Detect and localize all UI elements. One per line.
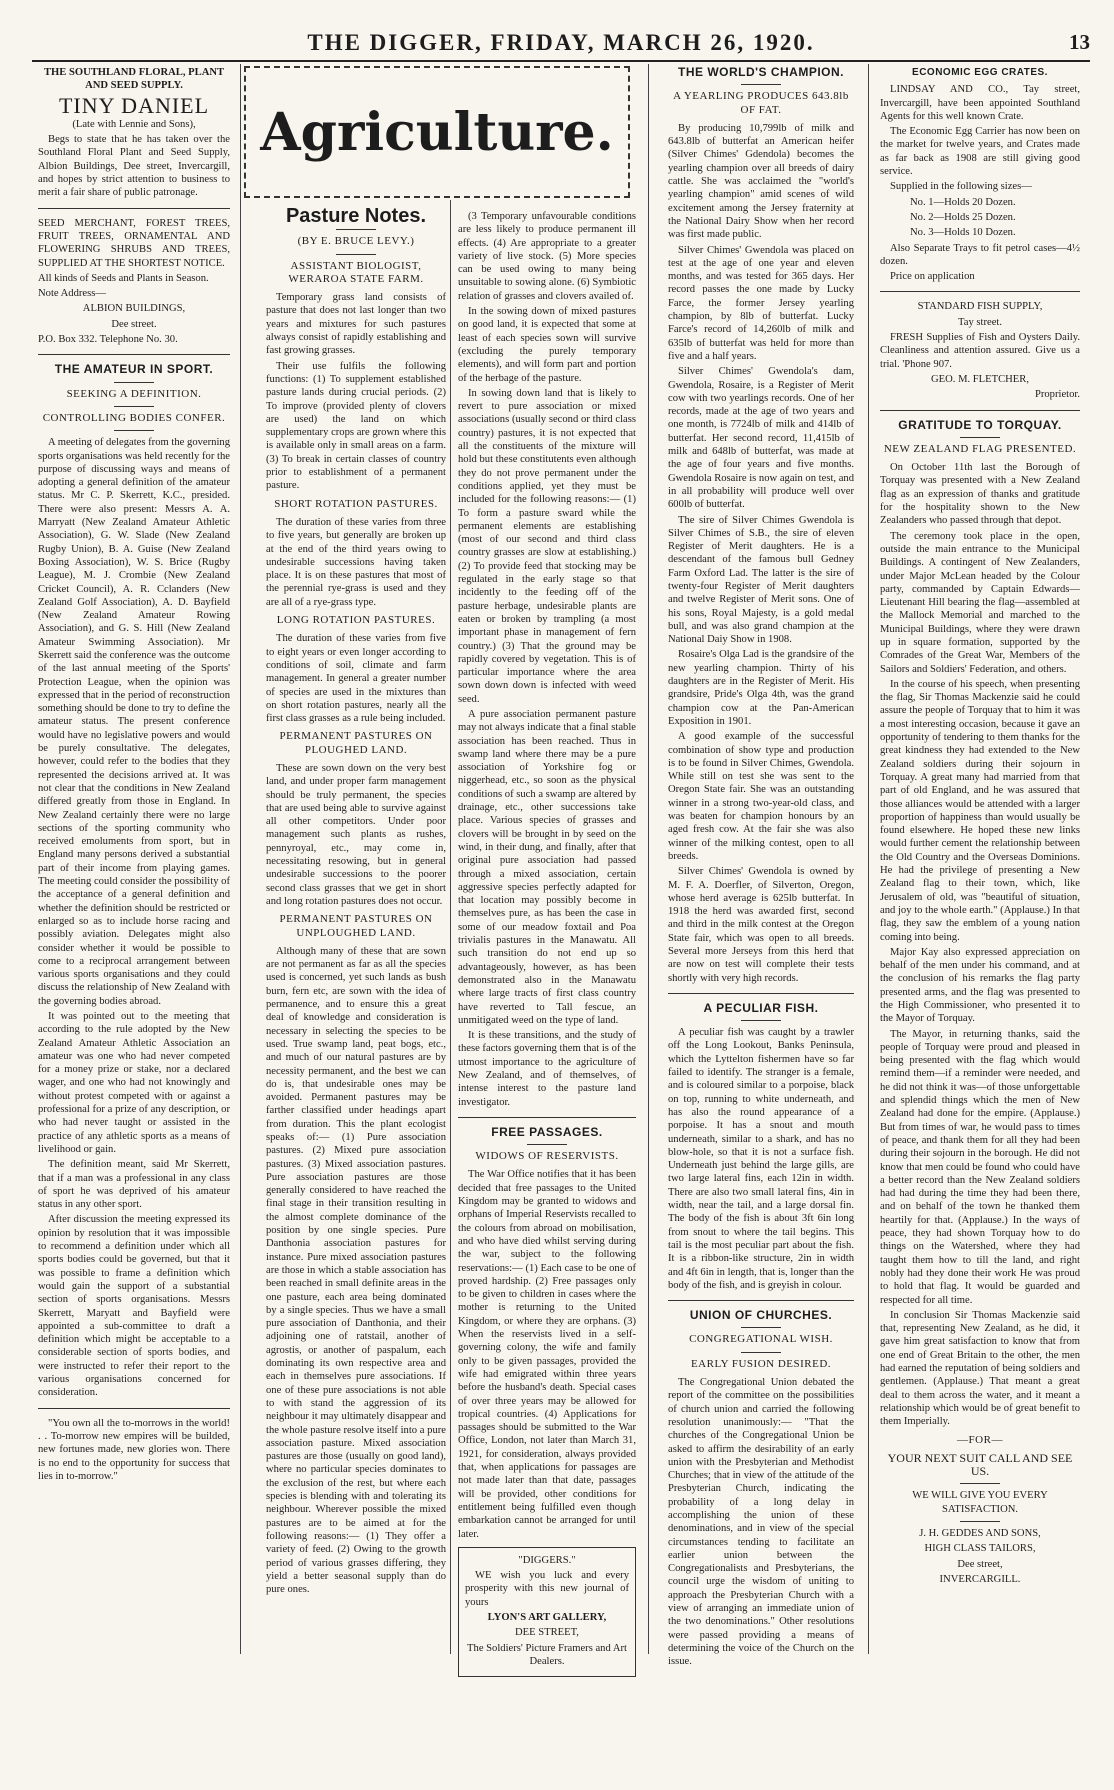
dash-rule <box>114 430 154 431</box>
ad-size-item: No. 1—Holds 20 Dozen. <box>910 196 1016 208</box>
divider <box>458 1117 636 1118</box>
divider <box>38 1408 230 1409</box>
column-2 <box>266 205 446 1790</box>
ad-address-label: Note Address— <box>38 288 106 300</box>
article-paragraph: Silver Chimes' Gwendola is owned by M. F. A. Doerfler, of Silverton, Oregon, whose herd average is 625lb butterfat. In 1918 the herd was awarded first, second and third in the milk contest at the Oregon State fair, which was open to all breeds. Several more Jerseys from this herd that are now on test will complete their tests shortly with very high records. <box>668 866 854 984</box>
ad-address-contact: P.O. Box 332. Telephone No. 30. <box>38 334 178 346</box>
article-paragraph: After discussion the meeting expressed its opinion by resolution that it was impossible to recommend a definition under which all sports bodies could be governed, but that it was possible to frame a definition which would gain the support of a substantial section of sports organisations. Messrs Skerrett, Maryatt and Bayfield were appointed a sub-committee to draft a definition which might be acceptable to a considerable section of sports bodies, and were instructed to refer their report to the various organisations concerned for consideration. <box>38 1214 230 1399</box>
article-paragraph: A good example of the successful combination of show type and production is to be found in Silver Chimes, Gwendola. While still on test she was sent to the Oregon State fair. She was an outstanding winner in a strong two-year-old class, and was beaten for champion honours by an aged fresh cow. At the fair she was also winner of the milking contest, open to all breeds. <box>668 731 854 862</box>
ad-name: J. H. GEDDES AND SONS, <box>919 1527 1041 1539</box>
article-headline: FREE PASSAGES. <box>491 1124 603 1139</box>
article-paragraph: Although many of these that are sown are not permanent as far as all the species used is concerned, yet such lands as bush burn, fern etc, are sown with the idea of permanence, and to ensure this a great deal of knowledge and consideration is necessary in selecting the species to be used. True swamp land, peat bogs, etc., and much of our natural pastures are by necessity permanent, and the best we can do is, that undesirable ones may be avoided. Permanent pastures may be farther classified under headings apart from duration. This the plant ecologist speaks of:— (1) Pure association pastures. (2) Mixed pure association pastures. (3) Mixed association pastures. Pure association pastures are those generally considered to have reached the final stage in their transition resulting in the almost complete dominance of the position by one single species. Pure Danthonia association pastures for instance. Pure mixed association pastures are those in which a stable association has been reached in small definite areas in the one pasture, each area being dominated by a single species. Thus we have a small pure association of Danthonia, and their adjoining one of ratstail, another of agrostis, or another of paspalum, each dominating its own respective area and each in themselves pure associations. If one of these pure associations is not able to with stand the aggression of its neighbour it may ultimately disappear and the whole pasture resolve itself into a pure association pasture. Mixed association pastures are those (usually on good land), where no particular species dominates to the exclusion of the rest, but where each species is blending with and tolerating its neighbour. Wherever possible the mixed pastures are to be aimed at for the following reasons:— (1) They offer a variety of feed. (2) Owing to the growth period of various grasses differing, they yield a better seasonal supply than do pure ones. <box>266 945 446 1596</box>
article-paragraph: It was pointed out to the meeting that according to the rule adopted by the New Zealand Amateur Athletic Association an amateur was one who had never competed for a money prize or stake, nor a declared wager, and one who had not knowingly and without protest competed with or against a professional for a prize of any description, or who had never taught or assisted in the practice of any athletic sports as a means of livelihood or gain. <box>38 1011 230 1155</box>
dash-rule <box>960 1521 1000 1522</box>
ad-for: —FOR— <box>957 1433 1003 1446</box>
article-paragraph: It is these transitions, and the study of these factors governing them that is of the utmost importance to the agriculture of New Zealand, and of themselves, of intense interest to the pasture land investigator. <box>458 1030 636 1108</box>
article-paragraph: Major Kay also expressed appreciation on behalf of the men under his command, and at the conclusion of his remarks the flag party presented arms, and the flag was presented to the High Commissioner, who presented it to the Mayor of Torquay. <box>880 946 1080 1025</box>
article-paragraph: A meeting of delegates from the governing sports organisations was held recently for the purpose of discussing ways and means of adopting a general definition of the amateur status. Mr C. P. Skerrett, K.C., presided. There were also present: Messrs A. A. Marryatt (New Zealand Amateur Athletic Association), G. W. Slade (New Zealand Rugby Union), B. A. Guise (New Zealand Boxing Association), W. S. Brice (Rugby League), M. J. Crombie (New Zealand Cricket Council), A. R. Cclanders (New Zealand Golf Association), A. D. Bayfield (New Zealand Amateur Rowing Association), and G. S. Hill (New Zealand Amateur Swimming Association). Mr Skerrett said the conference was the outcome of the last annual meeting of the Sports' Protection League, when the opinion was expressed that in the period of reconstruction something should be done to try to define the amateur status. The present conference would have no legislative powers and would be purely consultative. The delegates, however, could refer to the bodies that they represented the decisions arrived at. It was not clear that the conditions in New Zealand differed greatly from those in England. In New Zealand certainly there were no large sections of the sporting community who received emoluments from sport, but in England many persons derived a substantial part of their income from playing games. The meeting could consider the possibility of the acceptance of a general definition and whether the definition should be restricted or enlarged so as to include horse racing and possibly aviation. Delegates might also consider whether it would be possible to come to a reciprocal arrangement between various sports organisations and they could discuss the relationship of New Zealand with the governing bodies abroad. <box>38 437 230 1007</box>
article-headline: THE WORLD'S CHAMPION. <box>677 65 844 79</box>
ad-name: GEO. M. FLETCHER, <box>931 373 1029 385</box>
section-subhead: LONG ROTATION PASTURES. <box>276 614 436 627</box>
ad-town: INVERCARGILL. <box>939 1573 1021 1585</box>
article-paragraph: The duration of these varies from five to eight years or even longer according to conditions of soil, climate and farm management. In general a greater number of species are used in the mixtures than on short rotation pastures, nearly all the first class grasses as a rule being included. <box>266 633 446 725</box>
article-subhead: A YEARLING PRODUCES 643.8lb OF FAT. <box>673 90 849 116</box>
article-subhead: EARLY FUSION DESIRED. <box>690 1357 832 1370</box>
ad-body: Also Separate Trays to fit petrol cases—4½ dozen. <box>880 242 1080 267</box>
section-subhead: SHORT ROTATION PASTURES. <box>274 497 438 510</box>
article-paragraph: The War Office notifies that it has been decided that free passages to the United Kingdom may be granted to widows and orphans of Imperial Reservists recalled to the colours from abroad on mobilisation, and who have died whilst serving during the war, subject to the following reservations:— (1) Each case to be one of proved hardship. (2) Free passages only to be given to children in cases where the mother is returning to the United Kingdom, or where they are orphans. (3) When the reservists lived in a self-governing colony, the wife and family only to be given passages, provided the wife had emigrated within three years before the husband's death. Special cases of over three years may be allowed for tropical countries. (4) Applications for passages should be submitted to the War Office, London, not later than March 31, 1921, for consideration, always provided that, when applications for passages are not made later than that date, passages will be provided, other conditions for entitlement being fulfilled even though embarkation cannot be arranged for until later. <box>458 1169 636 1540</box>
article-subhead: CONTROLLING BODIES CONFER. <box>42 411 226 424</box>
column-3 <box>458 210 637 1667</box>
ad-body: LINDSAY AND CO., Tay street, Invercargill, have been appointed Southland Agents for this well known Crate. <box>880 84 1080 122</box>
ad-heading: THE SOUTHLAND FLORAL, PLANT AND SEED SUPPLY. <box>43 67 225 92</box>
article-headline: A PECULIAR FISH. <box>703 1000 819 1015</box>
column-4 <box>668 65 854 1668</box>
article-paragraph: The Congregational Union debated the report of the committee on the possibilities of church union and carried the following resolution unanimously:— "That the churches of the Congregational Union be asked to affirm the desirability of an early union with the Presbyterian and Methodist Churches; that in view of the attitude of the Presbyterian Church, indicating the probability of a long delay in accomplishing the union of these denominations, and in view of the special circumstances tending to facilitate an earlier union between the Congregationalists and Presbyterians, the council urge the wisdom of uniting to approach the Presbyterian Church with a view of arranging an immediate union of the two denominations." Other resolutions were passed providing a means of determining the voice of the Church on the issue. <box>668 1377 854 1668</box>
article-paragraph: In conclusion Sir Thomas Mackenzie said that, representing New Zealand, as he did, it gave him great satisfaction to know that from one end of Great Britain to the other, the men had earned the reputation of being soldiers and gentlemen. (Applause.) That meant a great deal to them across the water, and it meant a relationship which would be of great benefit to them Imperially. <box>880 1309 1080 1428</box>
ad-size-item: No. 2—Holds 25 Dozen. <box>910 211 1016 223</box>
ad-street: DEE STREET, <box>515 1627 579 1639</box>
ad-heading: STANDARD FISH SUPPLY, <box>917 301 1043 313</box>
article-paragraph: The sire of Silver Chimes Gwendola is Silver Chimes of S.B., the sire of eleven Register of Merit daughters. He is a descendant of the famous bull Gedney Farm Oxford Lad. The latter is the sire of twenty-four Register of Merit daughters and twelve Register of Merit sons. One of his sons, Royal Majesty, is a gold medal bull, and was also grand champion at the National Daiy Show in 1908. <box>668 514 854 646</box>
ad-tagline: The Soldiers' Picture Framers and Art Dealers. <box>467 1642 627 1667</box>
article-paragraph: Silver Chimes' Gwendola's dam, Gwendola, Rosaire, is a Register of Merit cow with two yearlings records. One of her records, made at the age of two years and one month, is 7724lb of milk and 414lb of butterfat. Her second record, 11,415lb of milk and 648lb of butterfat, was made at the age of four years and five months. Gwendola Rosaire is now again on test, and in all probability will produce well over 600lb of butterfat. <box>668 366 854 511</box>
article-paragraph: A pure association permanent pasture may not always indicate that a final stable association has been reached. Thus in swamp land where there may be a pure association of Yorkshire fog or niggerhead, etc., so soon as the physical conditions of such a swamp are altered by drainage, etc., other successions take place. Various species of grasses and clovers will be brought in by seed on the wind, in their dung, and finally, after that original pure association had passed through a mixed association, certain aggressive species perfectly adapted for that location may possibly become in themselves pure, as has been the case in some of our meadow foxtail and Poa trivialis pastures in the Manawatu. All such transition do not end up so advantageously, however, as has been demonstrated also in the Manawatu where large tracts of first class country have reverted to Tall fescue, an unmitigated weed on the type of land. <box>458 708 636 1026</box>
ad-size-item: No. 3—Holds 10 Dozen. <box>910 227 1016 239</box>
ad-body: FRESH Supplies of Fish and Oysters Daily. Cleanliness and attention assured. Give us a trial. 'Phone 907. <box>880 332 1080 370</box>
article-paragraph: On October 11th last the Borough of Torquay was presented with a New Zealand flag as an expression of thanks and gratitude for the hospitality shown to the New Zealanders who passed through that depot. <box>880 462 1080 527</box>
divider <box>880 410 1080 411</box>
ad-heading: ECONOMIC EGG CRATES. <box>912 67 1048 78</box>
ad-list-2: All kinds of Seeds and Plants in Season. <box>38 272 209 284</box>
ad-body: Begs to state that he has taken over the Southland Floral Plant and Seed Supply, Albion Buildings, Dee street, Invercargill, and hopes by strict attention to business to merit a fair share of public patronage. <box>38 134 230 199</box>
article-headline: Pasture Notes. <box>285 205 427 227</box>
dash-rule <box>336 229 376 230</box>
divider <box>668 993 854 994</box>
ad-street: Dee street, <box>957 1558 1003 1570</box>
dash-rule <box>741 1352 781 1353</box>
newspaper-title: THE DIGGER, FRIDAY, MARCH 26, 1920. <box>307 30 815 55</box>
article-paragraph: In the sowing down of mixed pastures on good land, it is expected that some at least of each species sown will survive (excluding the purely temporary elements), and will form part and portion of the herbage of the pasture. <box>458 306 636 384</box>
ad-name: TINY DANIEL <box>58 92 210 118</box>
article-paragraph: In sowing down land that is likely to revert to pure association or mixed associations (usually second or third class country) pastures, it is not expected that all the constituents of the mixture will hold but these constitutents even although they do not prove permanent under the conditions applied, yet they must be included for the following reasons:— (1) To form a pasture sward while the permanent elements are establishing (most of our second and third class country grasses are slow at establishing.) (2) To provide feed that stocking may be regulated in the early stage so that incidently to the feeding off of the pasture herbage, undesirable plants are eaten or broken by trampling (a most important phase in management of fern country.) (3) That the ground may be rapidly covered by vegetation. This is of particular importance where the area sown down down is infected with weed seed. <box>458 387 637 705</box>
ad-body: WE WILL GIVE YOU EVERY SATISFACTION. <box>912 1490 1048 1515</box>
section-subhead: PERMANENT PASTURES ON PLOUGHED LAND. <box>279 730 433 756</box>
dash-rule <box>336 254 376 255</box>
ad-role: Proprietor. <box>1034 389 1080 401</box>
article-paragraph: Rosaire's Olga Lad is the grandsire of the new yearling champion. Thirty of his daughters are in the Register of Merit. His grandsire, Pride's Olga 4th, was the grand champion cow at the Pan-American Exposition in 1901. <box>668 649 854 727</box>
article-subhead: SEEKING A DEFINITION. <box>66 387 202 400</box>
ad-address-building: ALBION BUILDINGS, <box>82 303 186 315</box>
byline: (BY E. BRUCE LEVY.) <box>297 235 415 248</box>
masthead <box>32 30 1090 56</box>
article-paragraph: Silver Chimes' Gwendola was placed on test at the age of one year and eleven months, and was tested for 365 days. Her record passes the one made by Lucky Farce, the former Jersey yearling champion, by 8lb of butterfat. Lucky Farce's record of 14,260lb of milk and 635lb of butterfat was held for more than five and a half years. <box>668 244 854 362</box>
ad-street: Tay street. <box>958 316 1002 328</box>
article-headline: THE AMATEUR IN SPORT. <box>54 362 214 377</box>
column-5 <box>880 66 1080 1646</box>
article-paragraph: A peculiar fish was caught by a trawler off the Long Lookout, Banks Peninsula, which the Lyttelton fishermen have so far failed to identify. The stranger is a female, and is coloured similar to a porpoise, black on top, running to white underneath, and has also the round appearance of a porpoise. It has a snout and mouth underneath, similar to a shark, and has no blow-hole, so that it is not a surface fish. Underneath just behind the large gills, are two large lateral fins, each 12in in width. There are also two small lateral fins, 4in in width, near the tail, and a large dorsal fin. The body of the fish is about 3ft 6in long from snout to where the tail begins. This tail is the most peculiar part about the fish. It is a ribbon-like structure, 2in in width and 4ft 6in in length, that is, longer than the body of the fish, and is greyish in colour. <box>668 1027 854 1291</box>
advert-box <box>458 1547 636 1677</box>
ad-name: LYON'S ART GALLERY, <box>487 1611 607 1623</box>
ad-role: HIGH CLASS TAILORS, <box>924 1543 1036 1555</box>
ad-address-street: Dee street. <box>111 318 157 330</box>
ad-heading: YOUR NEXT SUIT CALL AND SEE US. <box>887 1450 1073 1479</box>
divider <box>668 1300 854 1301</box>
section-title: Agriculture. <box>260 101 614 163</box>
ad-body: Price on application <box>890 271 975 283</box>
divider <box>880 291 1080 292</box>
article-paragraph: The Mayor, in returning thanks, said the people of Torquay were proud and pleased in being presented with the flag which would remind them—if a reminder were needed, and he did not think it was—of those unforgettable and splendid things which the men of New Zealand had done for the empire. (Applause.) But from times of war, he would pass to times of peace, and thank them for all they had been during their sojourn in the borough. He did not know that men could be found who could have a better record than the New Zealand soldiers had had during the time they had been there, and on behalf of the town he thanked them heartily for that. (Applause.) In the ways of peace, they had shown Torquay how to do things on the Watershed, where they had taught them how to till the land, and right nobly had they done their work He was proud to hold that flag. It would be guarded and respected for all time. <box>880 1028 1080 1306</box>
ad-heading: "DIGGERS." <box>518 1554 576 1566</box>
column-divider <box>450 200 451 1654</box>
article-paragraph: The definition meant, said Mr Skerrett, that if a man was a professional in any class of sport he was deprived of his amateur status in any other sport. <box>38 1159 230 1211</box>
article-paragraph: In the course of his speech, when presenting the flag, Sir Thomas Mackenzie said he could assure the people of Torquay that to him it was a most interesting occasion, because it gave an opportunity of tendering to them thanks for the great kindness they had extended to the New Zealand soldiers during their sojourn in Torquay. A great many had married from that part of old England, and he was assured that those alliances would be attended with a larger proportion of happiness than would usually be found elsewhere. He hoped these new links would further cement the relationship between the Old Country and the Overseas Dominions. He had the privilege of presenting a New Zealand flag to their town, which, like Jerusalem of old, was "beautiful of situation, and joy to the whole earth." (Applause.) In that flag, they saw the emblem of a young nation coming into being. <box>880 678 1080 943</box>
dash-rule <box>114 382 154 383</box>
dash-rule <box>960 1483 1000 1484</box>
ad-body: WE wish you luck and every prosperity with this new journal of yours <box>465 1570 629 1608</box>
article-paragraph: (3 Temporary unfavourable conditions are less likely to produce permanent ill effects. (4) Are appropriate to a greater variety of live stock. (5) More species can be used owing to many being unsuitable to sowing alone. (6) Symbiotic relation of grasses and clovers availed of. <box>458 211 636 302</box>
column-1 <box>38 66 230 1646</box>
dash-rule <box>741 1327 781 1328</box>
closing-quote: "You own all the to-morrows in the world! . . To-morrow new empires will be builded, new fortunes made, new glories won. There is no end to the opportunity for success that lies in to-morrow." <box>38 1417 230 1482</box>
article-paragraph: These are sown down on the very best land, and under proper farm management should be truly permanent, the species that are used being able to survive against all other competitors. Under poor management such plants as rushes, pennyroyal, etc., may come in, necessitating resowing, but in general undesirable successions to the poorer second class grasses that we get in short and long rotation pastures does not occur. <box>266 762 446 907</box>
article-paragraph: Temporary grass land consists of pasture that does not last longer than two years and mixtures for such pastures always consist of rapidly establishing and fast growing grasses. <box>266 292 446 357</box>
article-paragraph: The ceremony took place in the open, outside the main entrance to the Municipal Buildings. A contingent of New Zealanders, under Major McLean headed by the Colour party, commanded by Captain Edwards—Lieutenant Hill bearing the flag—assembled at the Mallock Memorial and marched to the Municipal Buildings, where they were drawn up in square formation, supported by the Comrades of the Great War, Members of the Sailors and Soldiers' Federation, and others. <box>880 530 1080 675</box>
divider <box>38 354 230 355</box>
column-divider <box>648 64 649 1654</box>
section-banner <box>244 66 630 198</box>
ad-body: Supplied in the following sizes— <box>890 181 1032 193</box>
article-paragraph: By producing 10,799lb of milk and 643.8lb of butterfat an American heifer (Silver Chimes' Gdendola) becomes the yearling champion over all breeds of dairy cattle. She was acclaimed the "world's yearling champion" amid scenes of wild excitement among the Jersey fraternity at the National Dairy Show when her record was first made public. <box>668 122 854 241</box>
article-subhead: WIDOWS OF RESERVISTS. <box>475 1150 619 1163</box>
dash-rule <box>741 1020 781 1021</box>
author-role: ASSISTANT BIOLOGIST, WERAROA STATE FARM. <box>288 259 424 285</box>
ad-list: SEED MERCHANT, FOREST TREES, FRUIT TREES, ORNAMENTAL AND FLOWERING SHRUBS AND TREES, SUPPLIED AT THE SHORTEST NOTICE. <box>38 217 230 269</box>
column-divider <box>240 64 241 1654</box>
page-number: 13 <box>1069 30 1090 54</box>
divider <box>38 208 230 209</box>
article-subhead: NEW ZEALAND FLAG PRESENTED. <box>883 442 1077 455</box>
dash-rule <box>960 437 1000 438</box>
dash-rule <box>114 406 154 407</box>
article-paragraph: The duration of these varies from three to five years, but generally are broken up at the end of the third years owing to undesirable successions having taken place. It is on these pastures that most of the perennial rye-grass is used and they are all of a rye-grass type. <box>266 516 446 608</box>
ad-subtitle: (Late with Lennie and Sons), <box>72 118 196 130</box>
article-paragraph: Their use fulfils the following functions: (1) To supplement established pasture lands during crucial periods. (2) To improve (provided plenty of clovers are used) the land on which supplementary crops are grown where this is available only in small areas on a farm. (3) To break in certain classes of country prior to establishment of a permanent pasture. <box>266 360 446 492</box>
column-divider <box>868 64 869 1654</box>
article-headline: UNION OF CHURCHES. <box>689 1308 833 1323</box>
dash-rule <box>527 1144 567 1145</box>
article-subhead: CONGREGATIONAL WISH. <box>689 1333 833 1346</box>
section-subhead: PERMANENT PASTURES ON UNPLOUGHED LAND. <box>279 913 433 939</box>
dash-rule <box>741 84 781 85</box>
masthead-rule <box>32 60 1090 62</box>
ad-body: The Economic Egg Carrier has now been on the market for twelve years, and Crates made as far back as 1908 are still giving good service. <box>880 126 1080 178</box>
article-headline: GRATITUDE TO TORQUAY. <box>898 417 1062 432</box>
